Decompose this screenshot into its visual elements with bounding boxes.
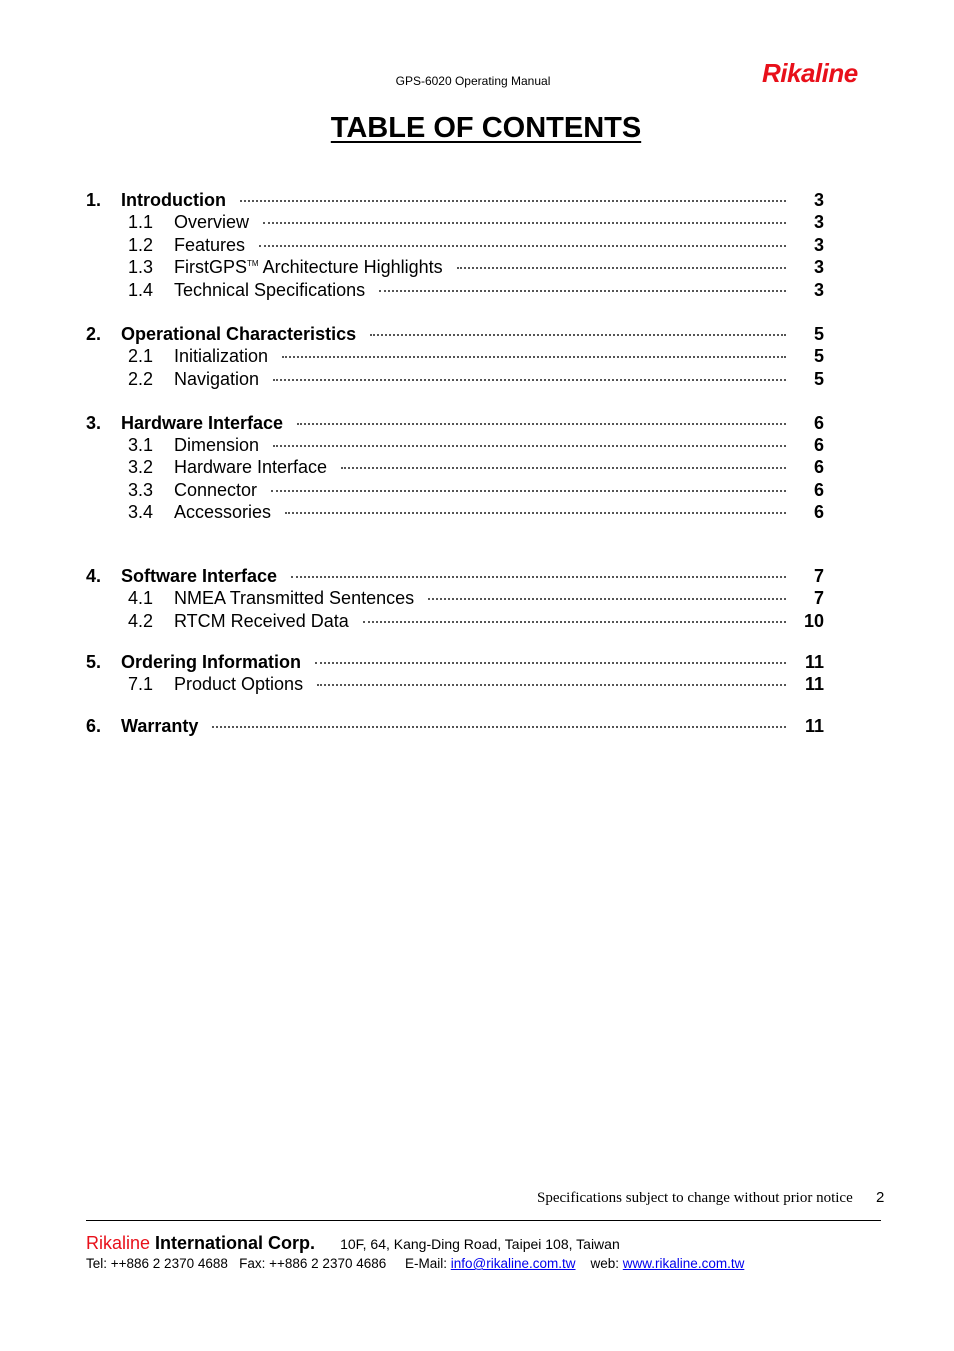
toc-entry-title: Ordering Information [121, 652, 301, 672]
toc-entry-title-group [174, 674, 303, 695]
toc-entry-title: Operational Characteristics [121, 324, 357, 344]
toc-entry-number: 5. [86, 652, 102, 672]
toc-entry-page: 3 [813, 235, 824, 255]
toc-entry-title: RTCM Received Data [174, 611, 349, 631]
toc-entry[interactable] [86, 566, 824, 588]
dot-leader [317, 683, 786, 686]
toc-entry-title: Accessories [174, 502, 272, 522]
toc-entry-title-group [174, 235, 245, 256]
toc-entry-title: Product Options [174, 674, 304, 694]
dot-leader [315, 661, 786, 664]
dot-leader [285, 511, 786, 514]
website-link[interactable]: www.rikaline.com.tw [622, 1256, 745, 1271]
toc-entry-title: Hardware Interface [174, 457, 328, 477]
document-title: GPS-6020 Operating Manual [395, 74, 551, 88]
toc-entry-title-group [174, 457, 327, 478]
toc-entry-page: 11 [804, 716, 824, 736]
toc-entry-title-group [121, 652, 301, 673]
toc-entry-number: 4.2 [128, 611, 154, 631]
contact-line [86, 1256, 744, 1271]
dot-leader [212, 725, 786, 728]
toc-entry-page: 3 [813, 190, 824, 210]
toc-entry-title: Warranty [121, 716, 199, 736]
toc-entry[interactable] [86, 190, 824, 212]
toc-entry-title: Dimension [174, 435, 260, 455]
toc-entry-title-group [174, 212, 249, 233]
toc-entry[interactable] [86, 280, 824, 302]
dot-leader [273, 378, 786, 381]
toc-entry-number: 4.1 [128, 588, 154, 608]
dot-leader [297, 422, 786, 425]
toc-entry-title-group [174, 435, 259, 456]
dot-leader [341, 466, 786, 469]
toc-entry-title: Hardware Interface [121, 413, 284, 433]
toc-entry[interactable] [86, 652, 824, 674]
toc-entry-title-group [121, 566, 277, 587]
toc-entry[interactable] [86, 480, 824, 502]
company-line [86, 1233, 620, 1254]
toc-entry-title: Overview [174, 212, 250, 232]
toc-entry-title-group [121, 324, 356, 345]
toc-entry-number: 2.2 [128, 369, 154, 389]
toc-entry[interactable] [86, 257, 824, 279]
toc-entry-number: 4. [86, 566, 102, 586]
toc-entry-title: Introduction [121, 190, 226, 210]
dot-leader [273, 444, 786, 447]
toc-entry-title-group [121, 413, 283, 434]
toc-entry-title: Software Interface [121, 566, 278, 586]
toc-entry-title: Features [174, 235, 246, 255]
toc-entry-page: 11 [804, 674, 824, 694]
toc-entry-page: 3 [813, 280, 824, 300]
toc-entry-title: Initialization [174, 346, 269, 366]
dot-leader [240, 199, 786, 202]
toc-entry-title-group [174, 480, 257, 501]
toc-entry-page: 7 [813, 566, 824, 586]
toc-entry-title: FirstGPS [174, 257, 248, 277]
email-link[interactable]: info@rikaline.com.tw [450, 1256, 576, 1271]
dot-leader [271, 489, 786, 492]
toc-entry-page: 6 [813, 480, 824, 500]
toc-entry-page: 6 [813, 457, 824, 477]
page-number: 2 [876, 1189, 885, 1206]
toc-entry[interactable] [86, 212, 824, 234]
company-name-rest: International Corp. [150, 1233, 316, 1253]
toc-entry-page: 7 [813, 588, 824, 608]
dot-leader [282, 355, 786, 358]
company-brand: Rikaline [86, 1233, 151, 1253]
toc-entry-page: 10 [803, 611, 824, 631]
web-label: web: [575, 1256, 623, 1271]
toc-entry-page: 6 [813, 502, 824, 522]
toc-entry[interactable] [86, 716, 824, 738]
toc-entry-title: NMEA Transmitted Sentences [174, 588, 415, 608]
toc-entry[interactable] [86, 611, 824, 633]
rikaline-logo: Rikaline [762, 58, 858, 88]
dot-leader [379, 289, 786, 292]
toc-entry-number: 3. [86, 413, 102, 433]
toc-entry[interactable] [86, 369, 824, 391]
toc-entry-number: 1.1 [128, 212, 154, 232]
toc-entry-title-group [121, 190, 226, 211]
toc-entry[interactable] [86, 457, 824, 479]
toc-entry-title-group [121, 716, 198, 737]
toc-entry-title-suffix: Architecture Highlights [258, 257, 443, 277]
toc-entry-number: 2. [86, 324, 102, 344]
toc-entry[interactable] [86, 413, 824, 435]
toc-entry[interactable] [86, 588, 824, 610]
dot-leader [457, 266, 786, 269]
toc-entry-page: 5 [813, 369, 824, 389]
toc-entry-title-group [174, 346, 268, 367]
dot-leader [259, 244, 786, 247]
toc-entry[interactable] [86, 674, 824, 696]
toc-entry-number: 3.1 [128, 435, 154, 455]
toc-entry-number: 1.2 [128, 235, 154, 255]
toc-entry-page: 3 [813, 257, 824, 277]
toc-entry[interactable] [86, 235, 824, 257]
toc-entry-title-group [174, 369, 259, 390]
toc-entry[interactable] [86, 435, 824, 457]
dot-leader [428, 597, 786, 600]
toc-entry-page: 3 [813, 212, 824, 232]
toc-entry-title-group [174, 588, 414, 609]
toc-entry[interactable] [86, 324, 824, 346]
dot-leader [291, 575, 786, 578]
toc-entry-page: 6 [813, 435, 824, 455]
toc-entry-number: 1.4 [128, 280, 154, 300]
toc-entry-title-group [174, 280, 365, 301]
toc-entry-number: 7.1 [128, 674, 154, 694]
toc-entry-page: 6 [813, 413, 824, 433]
page-title: TABLE OF CONTENTS [330, 112, 642, 144]
toc-entry-number: 2.1 [128, 346, 154, 366]
toc-entry-title: Technical Specifications [174, 280, 366, 300]
company-address: 10F, 64, Kang-Ding Road, Taipei 108, Taiwan [340, 1236, 620, 1252]
trademark-mark: TM [247, 259, 259, 268]
toc-entry-number: 1.3 [128, 257, 154, 277]
toc-entry-number: 3.3 [128, 480, 154, 500]
toc-entry-page: 11 [804, 652, 824, 672]
toc-entry-number: 6. [86, 716, 102, 736]
footer-divider [86, 1220, 881, 1221]
toc-entry-title: Navigation [174, 369, 260, 389]
footer-notice: Specifications subject to change without prior notice [537, 1190, 853, 1206]
toc-entry-page: 5 [813, 324, 824, 344]
toc-entry-title: Connector [174, 480, 258, 500]
toc-entry-title-group [174, 611, 349, 632]
dot-leader [363, 620, 786, 623]
dot-leader [263, 221, 786, 224]
toc-entry-number: 3.2 [128, 457, 154, 477]
toc-entry-number: 3.4 [128, 502, 154, 522]
toc-entry[interactable] [86, 502, 824, 524]
tel-fax-text: Tel: ++886 2 2370 4688 Fax: ++886 2 2370 4686 E-Mail: [86, 1256, 451, 1271]
toc-entry-title-group [174, 502, 271, 523]
dot-leader [370, 333, 786, 336]
toc-entry-page: 5 [813, 346, 824, 366]
toc-entry-number: 1. [86, 190, 102, 210]
toc-entry-title-group [174, 257, 443, 278]
toc-entry[interactable] [86, 346, 824, 368]
